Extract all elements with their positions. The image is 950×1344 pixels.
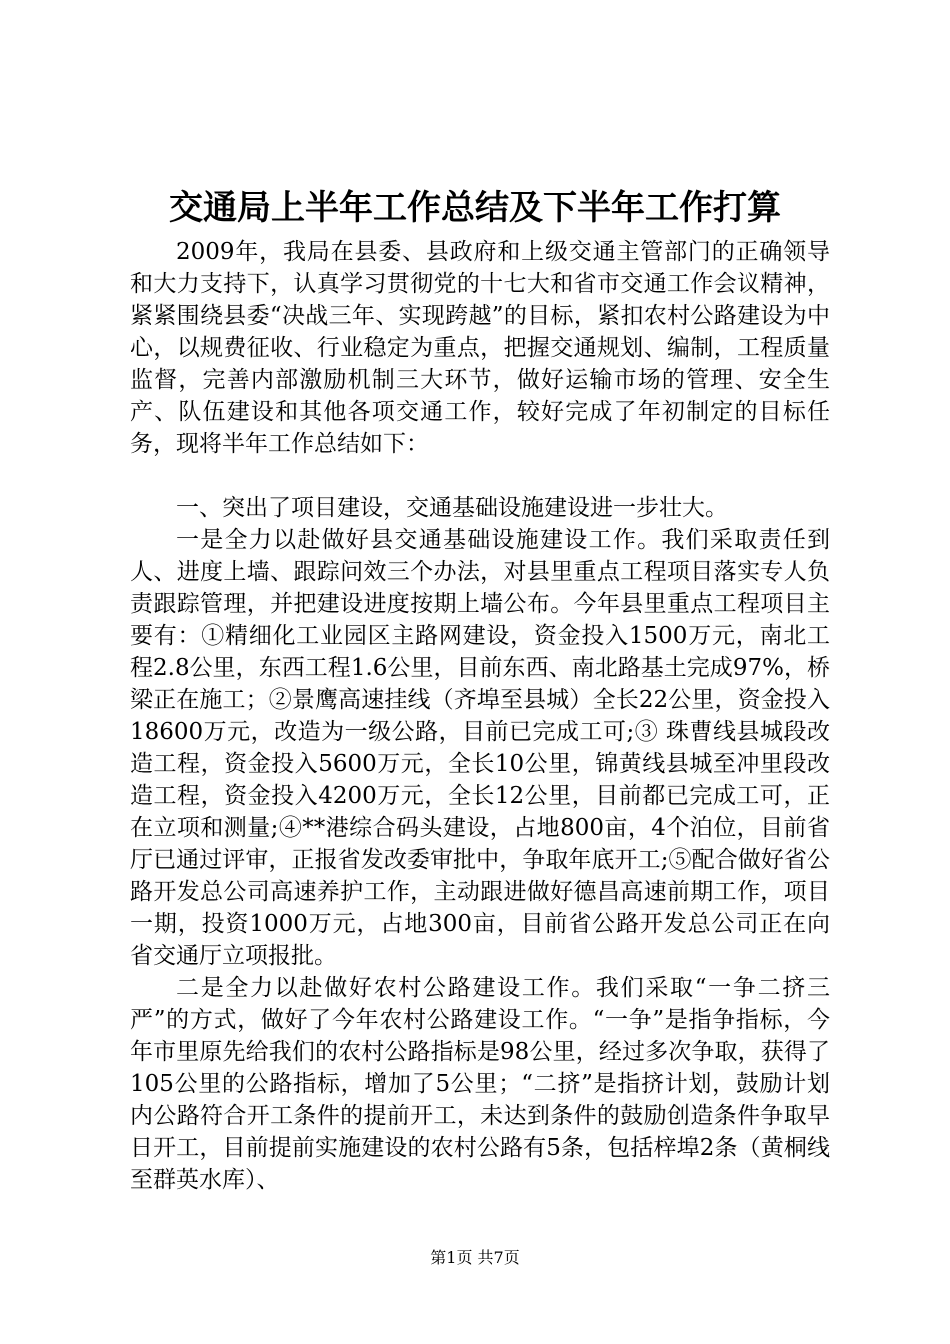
document-title: 交通局上半年工作总结及下半年工作打算 xyxy=(169,188,781,228)
page-number-footer: 第1页 共7页 xyxy=(430,1248,520,1267)
body-paragraph-infrastructure: 一是全力以赴做好县交通基础设施建设工作。我们采取责任到人、进度上墙、跟踪问效三个办法，对县里重点工程项目落实专人负责跟踪管理，并把建设进度按期上墙公布。今年县里重点工程项目主要有：①精细化工业园区主路网建设，资金投入1500万元，南北工程2.8公里，东西工程1.6公里，目前东西、南北路基土完成97%，桥梁正在施工；②景鹰高速挂线（齐埠至县城）全长22公里，资金投入18600万元，改造为一级公路，目前已完成工可;③ 珠曹线县城段改造工程，资金投入5600万元，全长10公里，锦黄线县城至冲里段改造工程，资金投入4200万元，全长12公里，目前都已完成工可，正在立项和测量;④**港综合码头建设，占地800亩，4个泊位，目前省厅已通过评审，正报省发改委审批中，争取年底开工;⑤配合做好省公路开发总公司高速养护工作，主动跟进做好德昌高速前期工作，项目一期，投资1000万元，占地300亩，目前省公路开发总公司正在向省交通厅立项报批。 xyxy=(130,527,830,969)
section-heading-1: 一、突出了项目建设，交通基础设施建设进一步壮大。 xyxy=(176,495,728,521)
body-paragraph-rural-roads: 二是全力以赴做好农村公路建设工作。我们采取“一争二挤三严”的方式，做好了今年农村公路建设工作。“一争”是指争指标，今年市里原先给我们的农村公路指标是98公里，经过多次争取，获得了105公里的公路指标，增加了5公里；“二挤”是指挤计划，鼓励计划内公路符合开工条件的提前开工，未达到条件的鼓励创造条件争取早日开工，目前提前实施建设的农村公路有5条，包括梓埠2条（黄桐线至群英水库）、 xyxy=(130,975,830,1193)
paragraph-spacer xyxy=(130,460,830,492)
document-body xyxy=(130,236,830,1196)
intro-paragraph: 2009年，我局在县委、县政府和上级交通主管部门的正确领导和大力支持下，认真学习贯彻党的十七大和省市交通工作会议精神，紧紧围绕县委“决战三年、实现跨越”的目标，紧扣农村公路建设为中心，以规费征收、行业稳定为重点，把握交通规划、编制，工程质量监督，完善内部激励机制三大环节，做好运输市场的管理、安全生产、队伍建设和其他各项交通工作，较好完成了年初制定的目标任务，现将半年工作总结如下： xyxy=(130,239,830,457)
